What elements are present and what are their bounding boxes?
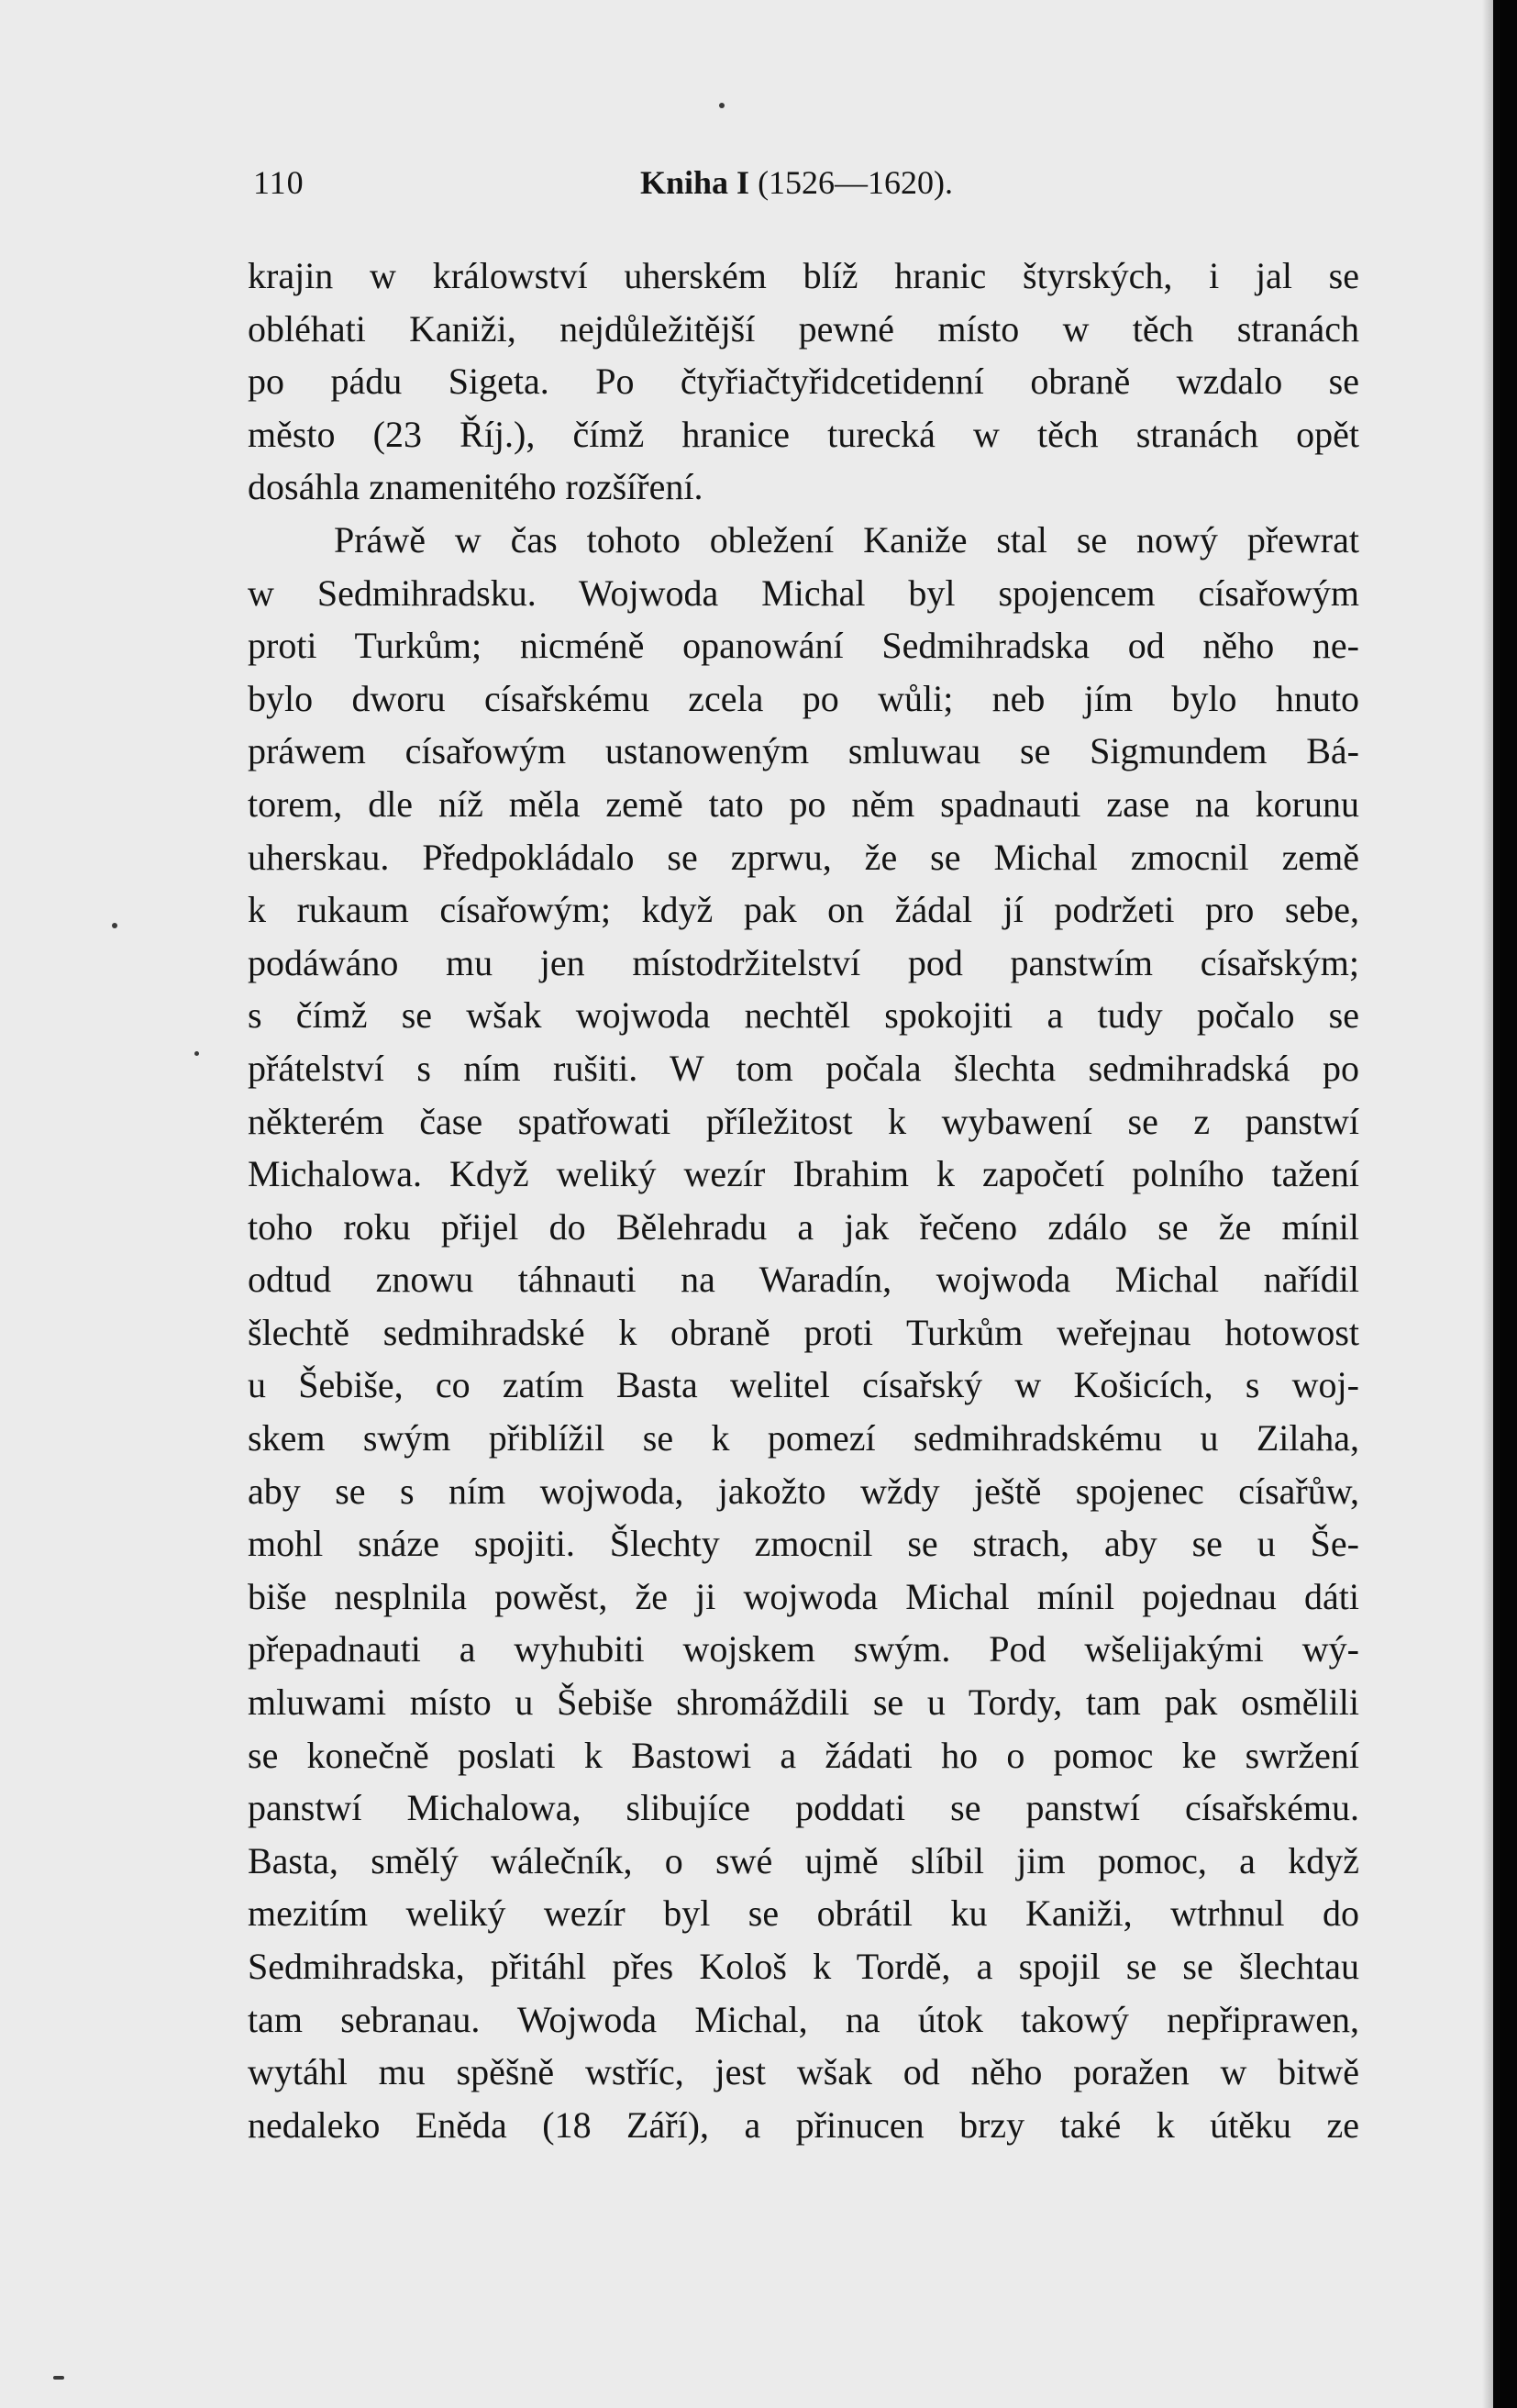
text-line: podáwáno mu jen místodržitelství pod panstwím císařským; bbox=[248, 941, 1359, 983]
text-line: Basta, smělý wálečník, o swé ujmě slíbil jim pomoc, a když bbox=[248, 1839, 1359, 1881]
text-line: práwem císařowým ustanoweným smluwau se Sigmundem Bá- bbox=[248, 730, 1359, 772]
text-line: biše nesplnila powěst, že ji wojwoda Michal mínil pojednau dáti bbox=[248, 1575, 1359, 1617]
text-line: tam sebranau. Wojwoda Michal, na útok takowý nepřiprawen, bbox=[248, 1998, 1359, 2040]
text-line: některém čase spatřowati příležitost k wybawení se z panstwí bbox=[248, 1100, 1359, 1142]
text-line: mluwami místo u Šebiše shromáždili se u Tordy, tam pak osmělili bbox=[248, 1681, 1359, 1724]
scan-speck bbox=[53, 2376, 64, 2380]
text-line: Práwě w čas tohoto obležení Kaniže stal se nowý přewrat bbox=[334, 518, 1359, 560]
text-line: obléhati Kaniži, nejdůležitější pewné místo w těch stranách bbox=[248, 307, 1359, 350]
text-line: Michalowa. Když weliký wezír Ibrahim k započetí polního tažení bbox=[248, 1153, 1359, 1195]
text-line: mohl snáze spojiti. Šlechty zmocnil se strach, aby se u Še- bbox=[248, 1523, 1359, 1565]
text-line: krajin w králowství uherském blíž hranic štyrských, i jal se bbox=[248, 255, 1359, 296]
text-line: mezitím weliký wezír byl se obrátil ku Kaniži, wtrhnul do bbox=[248, 1892, 1359, 1935]
text-line: město (23 Říj.), čímž hranice turecká w těch stranách opět bbox=[248, 413, 1359, 455]
text-line: w Sedmihradsku. Wojwoda Michal byl spojencem císařowým bbox=[248, 571, 1359, 614]
page-number: 110 bbox=[253, 164, 305, 201]
text-line: Sedmihradska, přitáhl přes Kološ k Tordě, a spojil se se šlechtau bbox=[248, 1946, 1359, 1987]
text-line: u Šebiše, co zatím Basta welitel císařský w Košicích, s woj- bbox=[248, 1364, 1359, 1406]
text-line: se konečně poslati k Bastowi a žádati ho o pomoc ke swržení bbox=[248, 1734, 1359, 1776]
running-head bbox=[640, 163, 953, 202]
text-line: k rukaum císařowým; když pak on žádal jí podržeti pro sebe, bbox=[248, 889, 1359, 931]
text-line: uherskau. Předpokládalo se zprwu, že se Michal zmocnil země bbox=[248, 836, 1359, 878]
body-text bbox=[248, 250, 1359, 2151]
text-line: šlechtě sedmihradské k obraně proti Turkům weřejnau hotowost bbox=[248, 1311, 1359, 1353]
text-line: torem, dle níž měla země tato po něm spadnauti zase na korunu bbox=[248, 782, 1359, 825]
text-line: přepadnauti a wyhubiti wojskem swým. Pod wšelijakými wý- bbox=[248, 1628, 1359, 1670]
scan-speck bbox=[194, 1051, 199, 1056]
text-line: panstwí Michalowa, slibujíce poddati se panstwí císařskému. bbox=[248, 1787, 1359, 1829]
text-line: dosáhla znamenitého rozšíření. bbox=[248, 466, 703, 508]
text-line: aby se s ním wojwoda, jakožto wždy ještě spojenec císařůw, bbox=[248, 1470, 1359, 1512]
running-head-years: (1526—1620). bbox=[758, 164, 954, 201]
text-line: přátelství s ním rušiti. W tom počala šlechta sedmihradská po bbox=[248, 1047, 1359, 1089]
scan-edge bbox=[1493, 0, 1517, 2408]
text-line: nedaleko Eněda (18 Září), a přinucen brzy také k útěku ze bbox=[248, 2103, 1359, 2146]
text-line: toho roku přijel do Bělehradu a jak řečeno zdálo se že mínil bbox=[248, 1205, 1359, 1248]
scan-speck bbox=[719, 103, 725, 108]
text-line: bylo dworu císařskému zcela po wůli; neb jím bylo hnuto bbox=[248, 677, 1359, 719]
text-line: s čímž se wšak wojwoda nechtěl spokojiti a tudy počalo se bbox=[248, 994, 1359, 1037]
text-line: skem swým přiblížil se k pomezí sedmihradskému u Zilaha, bbox=[248, 1417, 1359, 1459]
page-header bbox=[253, 163, 978, 209]
text-line: proti Turkům; nicméně opanowání Sedmihradska od něho ne- bbox=[248, 625, 1359, 667]
running-head-book: Kniha I bbox=[640, 164, 750, 201]
text-line: odtud znowu táhnauti na Waradín, wojwoda Michal nařídil bbox=[248, 1259, 1359, 1301]
text-line: po pádu Sigeta. Po čtyřiačtyřidcetidenní obraně wzdalo se bbox=[248, 361, 1359, 403]
text-line: wytáhl mu spěšně wstříc, jest wšak od něho poražen w bitwě bbox=[248, 2051, 1359, 2093]
scan-speck bbox=[112, 923, 117, 928]
page-gutter-shadow bbox=[1482, 0, 1493, 2408]
